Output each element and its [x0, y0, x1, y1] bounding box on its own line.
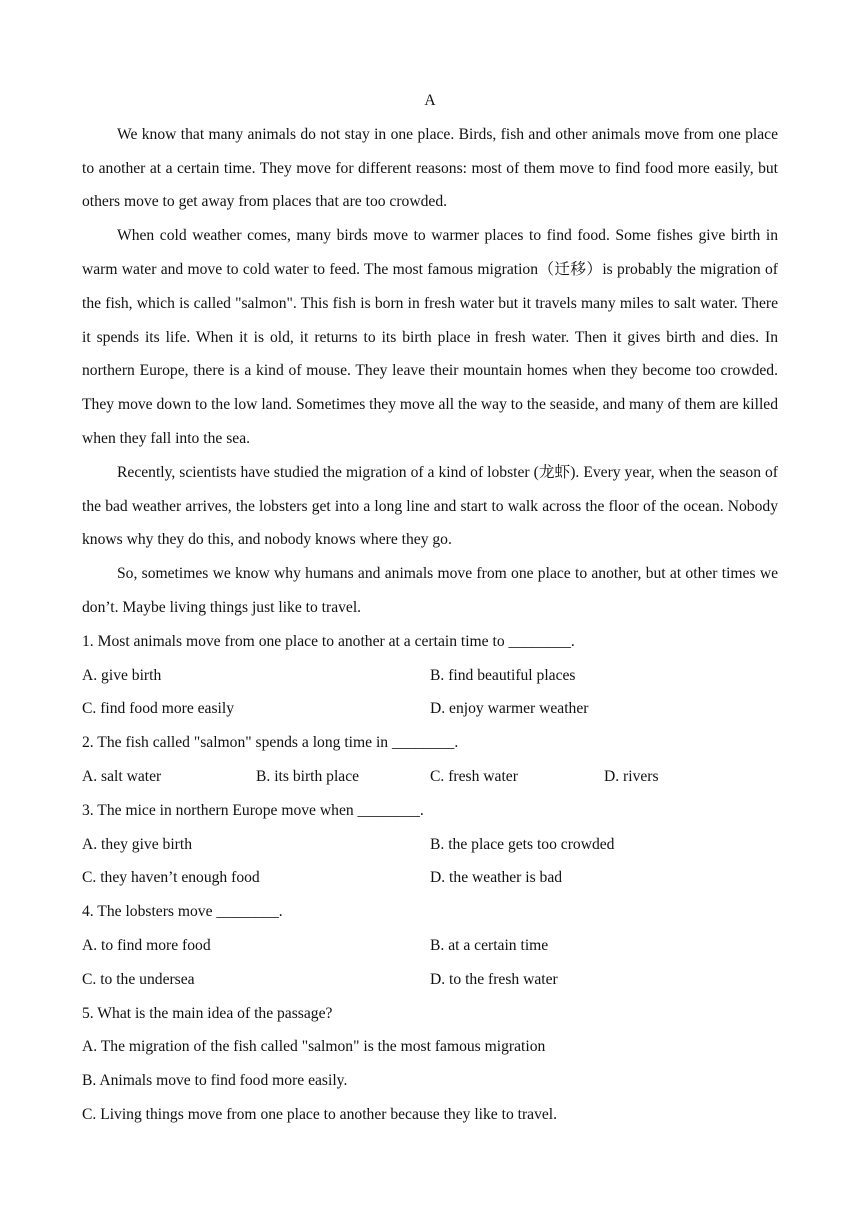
document-page	[82, 84, 778, 1132]
question-1-options-row-2	[82, 692, 778, 726]
question-1-option-c: C. find food more easily	[82, 700, 235, 718]
question-3-option-a: A. they give birth	[82, 835, 193, 853]
question-2-option-b: B. its birth place	[256, 767, 360, 785]
question-2-option-a: A. salt water	[82, 767, 162, 785]
question-5-option-c: C. Living things move from one place to another because they like to travel.	[82, 1105, 558, 1123]
question-4-option-b: B. at a certain time	[430, 936, 549, 954]
question-4-options-row-1	[82, 929, 778, 963]
question-2-option-d: D. rivers	[604, 767, 659, 785]
question-5-option-b: B. Animals move to find food more easily.	[82, 1072, 348, 1090]
question-5-option-a: A. The migration of the fish called "salmon" is the most famous migration	[82, 1038, 546, 1056]
question-4-option-c: C. to the undersea	[82, 970, 195, 988]
passage-paragraph-4: So, sometimes we know why humans and animals move from one place to another, but at other times we don’t. Maybe living things just like to travel.	[82, 565, 778, 616]
question-1-option-a: A. give birth	[82, 666, 162, 684]
question-2	[82, 726, 778, 794]
question-3-option-b: B. the place gets too crowded	[430, 835, 615, 853]
question-3-option-d: D. the weather is bad	[430, 869, 563, 887]
question-3-options-row-2	[82, 861, 778, 895]
question-4	[82, 895, 778, 996]
question-1-stem: 1. Most animals move from one place to another at a certain time to ________.	[82, 632, 575, 650]
question-4-option-a: A. to find more food	[82, 936, 211, 954]
question-3-options-row-1	[82, 828, 778, 862]
question-1-option-b: B. find beautiful places	[430, 666, 576, 684]
question-2-option-c: C. fresh water	[430, 767, 518, 785]
question-1-options-row-1	[82, 659, 778, 693]
question-4-stem: 4. The lobsters move ________.	[82, 903, 283, 921]
passage-paragraph-1: We know that many animals do not stay in one place. Birds, fish and other animals move from one place to another at a certain time. They move for different reasons: most of them move to find food more easily, but others move to get away from places that are too crowded.	[82, 125, 778, 211]
question-3-stem: 3. The mice in northern Europe move when ________.	[82, 801, 424, 819]
question-4-option-d: D. to the fresh water	[430, 970, 558, 988]
passage-heading: A	[424, 92, 436, 109]
passage-paragraph-2: When cold weather comes, many birds move to warmer places to find food. Some fishes give birth in warm water and move to cold water to feed. The most famous migration（迁移）is probably the migration of the fish, which is called "salmon". This fish is born in fresh water but it travels many miles to salt water. There it spends its life. When it is old, it returns to its birth place in fresh water. Then it gives birth and dies. In northern Europe, there is a kind of mouse. They leave their mountain homes when they become too crowded. They move down to the low land. Sometimes they move all the way to the seaside, and many of them are killed when they fall into the sea.	[82, 227, 778, 447]
question-4-options-row-2	[82, 963, 778, 997]
question-2-options-row	[82, 760, 778, 794]
question-3	[82, 794, 778, 895]
question-1	[82, 625, 778, 726]
question-3-option-c: C. they haven’t enough food	[82, 869, 260, 887]
question-1-option-d: D. enjoy warmer weather	[430, 700, 589, 718]
question-5-stem: 5. What is the main idea of the passage?	[82, 1004, 333, 1022]
passage-paragraph-3: Recently, scientists have studied the migration of a kind of lobster (龙虾). Every year, when the season of the bad weather arrives, the lobsters get into a long line and start to walk across the floor of the ocean. Nobody knows why they do this, and nobody knows where they go.	[82, 463, 778, 549]
question-2-stem: 2. The fish called "salmon" spends a long time in ________.	[82, 734, 459, 752]
question-5	[82, 997, 778, 1132]
